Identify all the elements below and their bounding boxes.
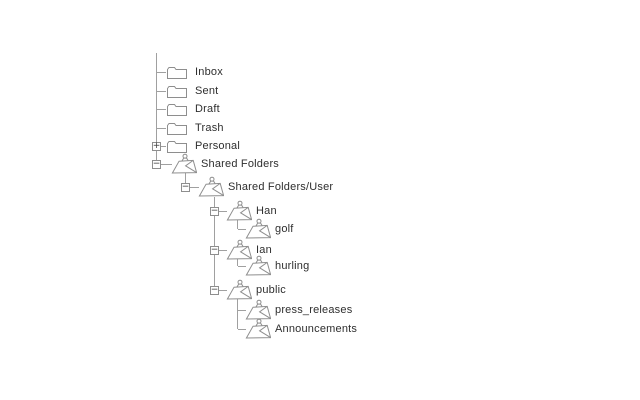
collapse-toggle-ian[interactable]	[210, 246, 219, 255]
shared-folder-icon	[226, 279, 252, 301]
tree-item-draft[interactable]	[166, 99, 220, 119]
collapse-toggle-public[interactable]	[210, 286, 219, 295]
folder-icon	[166, 84, 188, 99]
tree-item-press-releases[interactable]	[245, 300, 352, 320]
tree-item-shared-folders-user[interactable]	[198, 177, 333, 197]
tree-item-label: Draft	[195, 102, 220, 115]
tree-item-announcements[interactable]	[245, 319, 357, 339]
minus-icon: −	[152, 158, 161, 169]
shared-folder-icon	[245, 218, 271, 240]
tree-item-label: Trash	[195, 121, 224, 134]
tree-item-label: Ian	[256, 243, 272, 256]
minus-icon: −	[181, 181, 190, 192]
tree-item-public[interactable]	[226, 280, 286, 300]
tree-item-shared-folders[interactable]	[171, 154, 279, 174]
tree-item-label: Sent	[195, 84, 219, 97]
tree-item-label: Announcements	[275, 322, 358, 335]
tree-connector-line	[156, 72, 166, 73]
shared-folder-icon	[245, 318, 271, 340]
shared-folder-icon	[198, 176, 224, 198]
tree-item-hurling[interactable]	[245, 256, 309, 276]
tree-item-trash[interactable]	[166, 118, 224, 138]
minus-icon: −	[210, 205, 219, 216]
tree-item-label: hurling	[275, 259, 310, 272]
tree-item-label: Han	[256, 204, 277, 217]
tree-connector-line	[156, 109, 166, 110]
shared-folder-icon	[245, 255, 271, 277]
tree-item-label: Shared Folders	[201, 157, 280, 170]
tree-connector-line	[156, 128, 166, 129]
tree-item-label: golf	[275, 222, 294, 235]
tree-item-inbox[interactable]	[166, 62, 223, 82]
tree-item-label: Shared Folders/User	[228, 180, 334, 193]
collapse-toggle-han[interactable]	[210, 207, 219, 216]
minus-icon: −	[210, 284, 219, 295]
plus-icon: +	[152, 140, 161, 151]
folder-icon	[166, 121, 188, 136]
expand-toggle-personal[interactable]	[152, 142, 161, 151]
collapse-toggle-shared-folders[interactable]	[152, 160, 161, 169]
folder-icon	[166, 102, 188, 117]
tree-connector-line	[156, 91, 166, 92]
tree-item-golf[interactable]	[245, 219, 294, 239]
folder-icon	[166, 139, 188, 154]
folder-icon	[166, 65, 188, 80]
tree-item-label: Personal	[195, 139, 241, 152]
tree-connector-line	[237, 297, 238, 329]
tree-item-label: Inbox	[195, 65, 223, 78]
minus-icon: −	[210, 244, 219, 255]
collapse-toggle-shared-folders-user[interactable]	[181, 183, 190, 192]
tree-item-label: press_releases	[275, 303, 353, 316]
tree-item-sent[interactable]	[166, 81, 218, 101]
tree-item-label: public	[256, 283, 286, 296]
shared-folder-icon	[171, 153, 197, 175]
